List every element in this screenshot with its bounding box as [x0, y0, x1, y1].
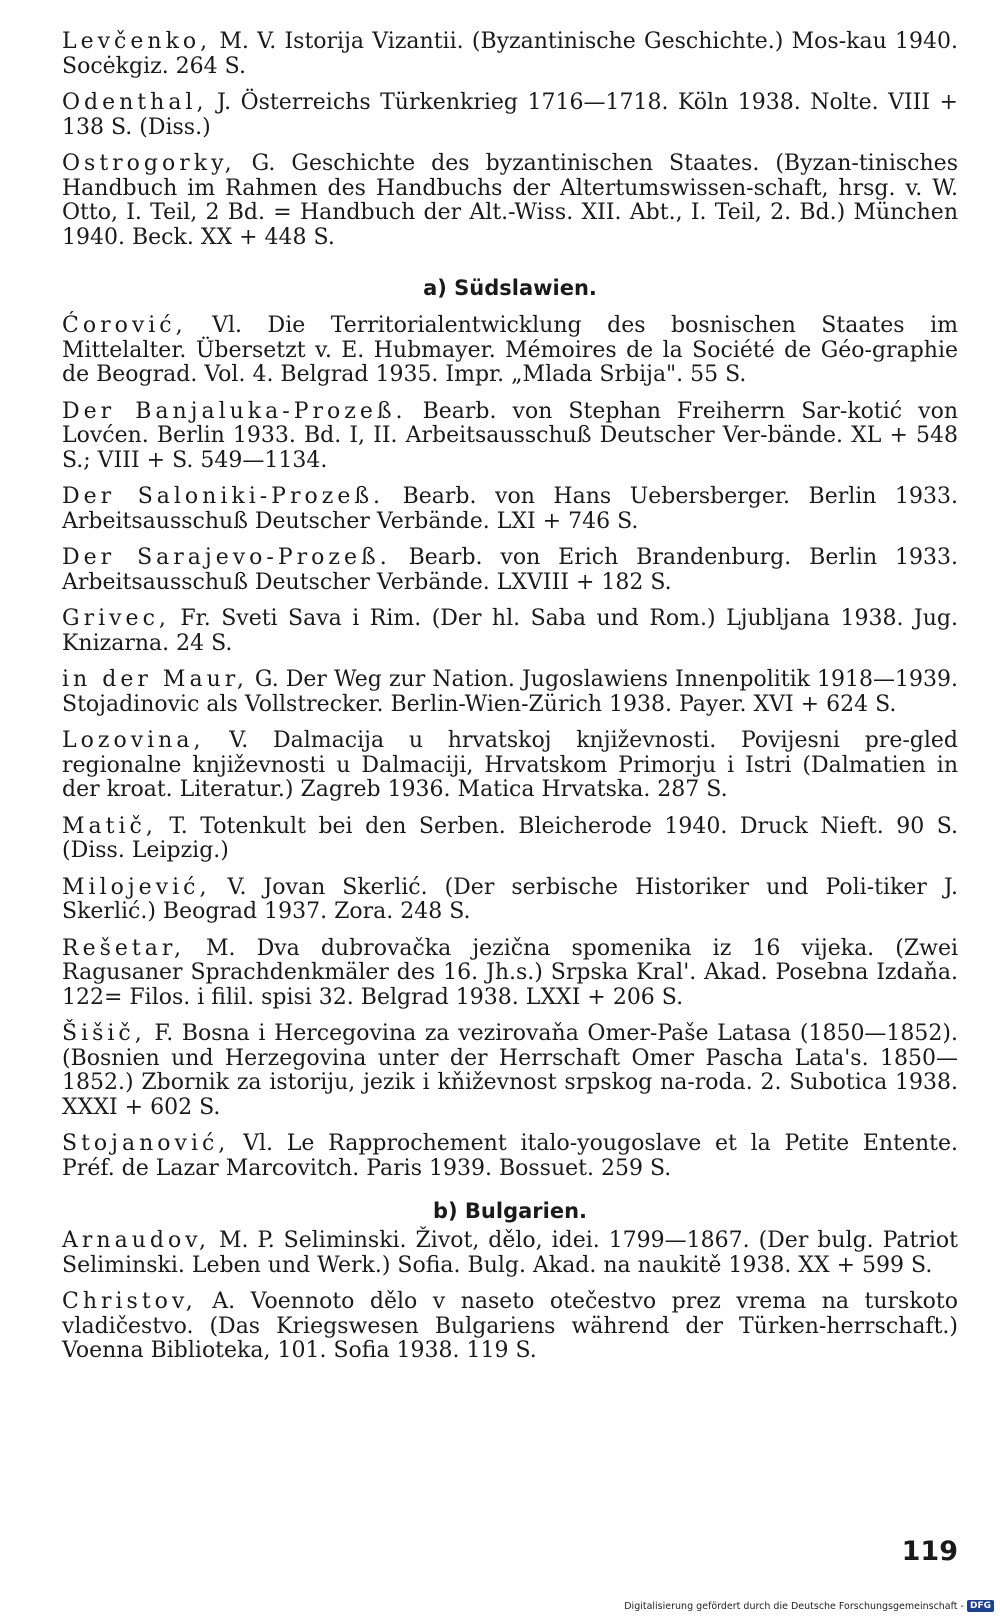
- bibliography-entry: [62, 485, 958, 534]
- entry-text: J. Österreichs Türkenkrieg 1716—1718. Köln 1938. Nolte. VIII + 138 S. (Diss.): [62, 90, 958, 140]
- entry-author: Ostrogorky,: [62, 151, 236, 176]
- bibliography-entry: [62, 815, 958, 864]
- bibliography-entry: [62, 1229, 958, 1278]
- entry-text: G. Der Weg zur Nation. Jugoslawiens Innenpolitik 1918—1939. Stojadinovic als Vollstrecker. Berlin-Wien-Zürich 1938. Payer. XVI + 624 S.: [62, 667, 958, 717]
- bibliography-entry: [62, 30, 958, 79]
- entry-author: Arnaudov,: [62, 1228, 210, 1253]
- entry-text: A. Voennoto dělo v naseto otečestvo prez vrema na turskoto vladičestvo. (Das Kriegswesen Bulgariens während der Türken-herrschaft.) Voenna Biblioteka, 101. Sofia 1938. 119 S.: [62, 1289, 958, 1363]
- entry-text: M. V. Istorija Vizantii. (Byzantinische Geschichte.) Mos-kau 1940. Socėkgiz. 264 S.: [62, 29, 958, 79]
- entry-author: Stojanović,: [62, 1131, 230, 1156]
- dfg-logo: DFG: [967, 1600, 994, 1612]
- bibliography-entry: [62, 546, 958, 595]
- entry-text: V. Dalmacija u hrvatskoj književnosti. Povijesni pre-gled regionalne književnosti u Dalmaciji, Hrvatskom Primorju i Istri (Dalmatien in der kroat. Literatur.) Zagreb 1936. Matica Hrvatska. 287 S.: [62, 728, 958, 802]
- entry-author: Milojević,: [62, 874, 211, 900]
- entry-author: Ćorović,: [62, 313, 187, 338]
- section-heading-bulgarien: b) Bulgarien.: [432, 1199, 588, 1223]
- entry-text: M. Dva dubrovačka jezična spomenika iz 16 vijeka. (Zwei Ragusaner Sprachdenkmäler des 16. Jh.s.) Srpska Kral'. Akad. Posebna Izdaňa. 122= Filos. i filil. spisi 32. Belgrad 1938. LXXI + 206 S.: [62, 935, 958, 1010]
- entry-author: Odenthal,: [62, 90, 208, 115]
- entry-author: Christov,: [62, 1289, 197, 1314]
- footer-text: Digitalisierung gefördert durch die Deutsche Forschungsgemeinschaft -: [624, 1600, 964, 1612]
- entry-text: G. Geschichte des byzantinischen Staates. (Byzan-tinisches Handbuch im Rahmen des Handbuchs der Altertumswissen-schaft, hrsg. v. W. Otto, I. Teil, 2 Bd. = Handbuch der Alt.-Wiss. XII. Abt., I. Teil, 2. Bd.) München 1940. Beck. XX + 448 S.: [62, 151, 958, 250]
- entry-author: Levčenko,: [62, 29, 212, 54]
- entry-text: Bearb. von Hans Uebersberger. Berlin 1933. Arbeitsausschuß Deutscher Verbände. LXI + 746 S.: [62, 484, 958, 534]
- entry-text: Vl. Die Territorialentwicklung des bosnischen Staates im Mittelalter. Übersetzt v. E. Hubmayer. Mémoires de la Société de Géo-graphie de Beograd. Vol. 4. Belgrad 1935. Impr. „Mlada Srbija". 55 S.: [62, 313, 958, 387]
- entry-text: Bearb. von Erich Brandenburg. Berlin 1933. Arbeitsausschuß Deutscher Verbände. LXVIII + 182 S.: [62, 545, 958, 595]
- entry-author: Der Banjaluka-Prozeß.: [62, 398, 407, 424]
- section-heading-suedslawien: a) Südslawien.: [423, 276, 597, 300]
- bibliography-top: [62, 30, 958, 250]
- entry-text: F. Bosna i Hercegovina za vezirovaňa Omer-Paše Latasa (1850—1852). (Bosnien und Herzegovina unter der Herrschaft Omer Pascha Lata's. 1850—1852.) Zbornik za istoriju, jezik i kňiževnost srpskog na-roda. 2. Subotica 1938. XXXI + 602 S.: [62, 1021, 958, 1120]
- entry-text: T. Totenkult bei den Serben. Bleicherode 1940. Druck Nieft. 90 S. (Diss. Leipzig.): [62, 813, 958, 863]
- bibliography-entry: [62, 91, 958, 140]
- entry-author: Šišič,: [62, 1021, 146, 1046]
- entry-text: Vl. Le Rapprochement italo-yougoslave et la Petite Entente. Préf. de Lazar Marcovitch. Paris 1939. Bossuet. 259 S.: [62, 1131, 958, 1181]
- page-body: [62, 30, 958, 1376]
- entry-text: Bearb. von Stephan Freiherrn Sar-kotić von Lovćen. Berlin 1933. Bd. I, II. Arbeitsausschuß Deutscher Ver-bände. XL + 548 S.; VIII + S. 549—1134.: [62, 398, 958, 473]
- entry-author: Matič,: [62, 813, 157, 839]
- entry-author: Der Saloniki-Prozeß.: [62, 484, 385, 509]
- entry-text: V. Jovan Skerlić. (Der serbische Historiker und Poli-tiker J. Skerlić.) Beograd 1937. Zora. 248 S.: [62, 874, 958, 924]
- entry-text: Fr. Sveti Sava i Rim. (Der hl. Saba und Rom.) Ljubljana 1938. Jug. Knizarna. 24 S.: [62, 606, 958, 656]
- bibliography-entry: [62, 876, 958, 925]
- bibliography-entry: [62, 314, 958, 388]
- bibliography-entry: [62, 1022, 958, 1120]
- entry-author: in der Maur,: [62, 667, 248, 692]
- bibliography-entry: [62, 668, 958, 717]
- bibliography-suedslawien: [62, 314, 958, 1181]
- bibliography-entry: [62, 400, 958, 474]
- entry-author: Grivec,: [62, 606, 170, 631]
- entry-author: Der Sarajevo-Prozeß.: [62, 545, 391, 570]
- bibliography-entry: [62, 607, 958, 656]
- bibliography-entry: [62, 729, 958, 803]
- entry-author: Rešetar,: [62, 935, 185, 961]
- bibliography-entry: [62, 152, 958, 250]
- bibliography-entry: [62, 1290, 958, 1364]
- bibliography-entry: [62, 1132, 958, 1181]
- page-number: 119: [901, 1536, 958, 1567]
- entry-author: Lozovina,: [62, 728, 205, 753]
- bibliography-bulgarien: [62, 1229, 958, 1364]
- footer-credit: [624, 1600, 994, 1612]
- entry-text: M. P. Seliminski. Život, dělo, idei. 1799—1867. (Der bulg. Patriot Seliminski. Leben und Werk.) Sofia. Bulg. Akad. na naukitě 1938. XX + 599 S.: [62, 1228, 958, 1278]
- bibliography-entry: [62, 937, 958, 1011]
